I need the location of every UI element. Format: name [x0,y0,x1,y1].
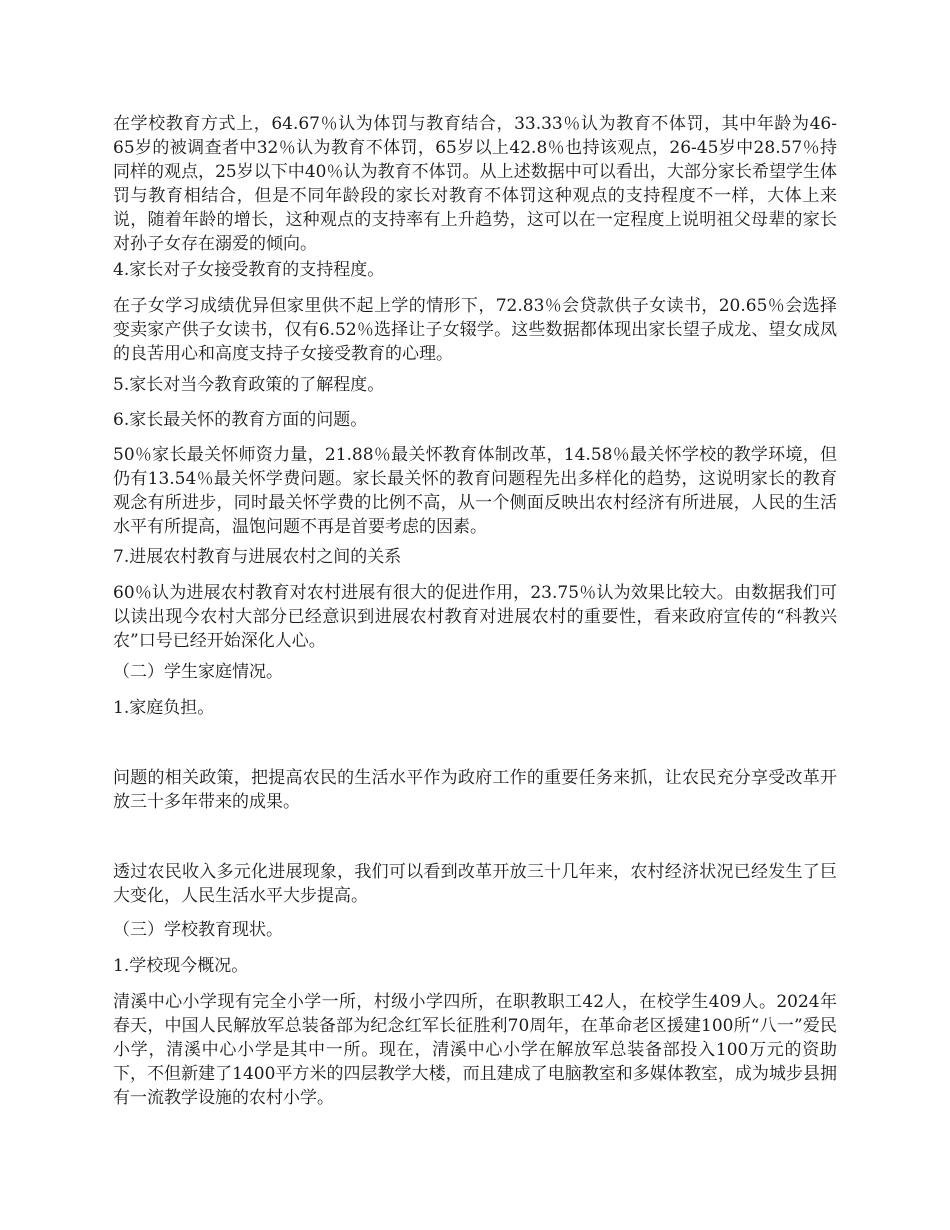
heading-education-support: 4.家长对子女接受教育的支持程度。 [113,260,385,280]
paragraph-education-concerns: 50％家长最关怀师资力量，21.88％最关怀教育体制改革，14.58％最关怀学校的教学环境，但仍有13.54％最关怀学费问题。家长最关怀的教育问题程先出多样化的趋势，这说明家长的教育观念有所进步，同时最关怀学费的比例不高，从一个侧面反映出农村经济有所进展，人民的生活水平有所提高，温饱问题不再是首要考虑的因素。 [113,445,837,537]
paragraph-rural-development: 60％认为进展农村教育对农村进展有很大的促进作用，23.75％认为效果比较大。由数据我们可以读出现今农村大部分已经意识到进展农村教育对进展农村的重要性，看来政府宣传的“科教兴农”口号已经开始深化人心。 [113,583,837,651]
heading-policy-awareness: 5.家长对当今教育政策的了解程度。 [113,375,385,395]
heading-school-status: （三）学校教育现状。 [113,920,283,940]
heading-student-family: （二）学生家庭情况。 [113,662,283,682]
paragraph-education-support: 在子女学习成绩优异但家里供不起上学的情形下，72.83％会贷款供子女读书，20.65％会选择变卖家产供子女读书，仅有6.52％选择让子女辍学。这些数据都体现出家长望子成龙、望女成凤的良苦用心和高度支持子女接受教育的心理。 [113,296,837,364]
heading-family-burden: 1.家庭负担。 [113,698,215,718]
paragraph-policy: 问题的相关政策，把提高农民的生活水平作为政府工作的重要任务来抓，让农民充分享受改革开放三十多年带来的成果。 [113,768,837,812]
heading-rural-development: 7.进展农村教育与进展农村之间的关系 [113,547,402,567]
paragraph-school-overview: 清溪中心小学现有完全小学一所，村级小学四所，在职教职工42人，在校学生409人。2024年春天，中国人民解放军总装备部为纪念红军长征胜利70周年，在革命老区援建100所“八一”爱民小学，清溪中心小学是其中一所。现在，清溪中心小学在解放军总装备部投入100万元的资助下，不但新建了1400平方米的四层教学大楼，而且建成了电脑教室和多媒体教室，成为城步县拥有一流教学设施的农村小学。 [113,992,837,1108]
paragraph-punishment-survey: 在学校教育方式上，64.67％认为体罚与教育结合，33.33％认为教育不体罚，其中年龄为46-65岁的被调查者中32％认为教育不体罚，65岁以上42.8％也持该观点，26-45岁中28.57％持同样的观点，25岁以下中40％认为教育不体罚。从上述数据中可以看出，大部分家长希望学生体罚与教育相结合，但是不同年龄段的家长对教育不体罚这种观点的支持程度不一样，大体上来说，随着年龄的增长，这种观点的支持率有上升趋势，这可以在一定程度上说明祖父母辈的家长对孙子女存在溺爱的倾向。 [113,114,837,254]
heading-education-concerns: 6.家长最关怀的教育方面的问题。 [113,410,368,430]
heading-school-overview: 1.学校现今概况。 [113,956,249,976]
paragraph-income: 透过农民收入多元化进展现象，我们可以看到改革开放三十几年来，农村经济状况已经发生了巨大变化，人民生活水平大步提高。 [113,862,837,906]
